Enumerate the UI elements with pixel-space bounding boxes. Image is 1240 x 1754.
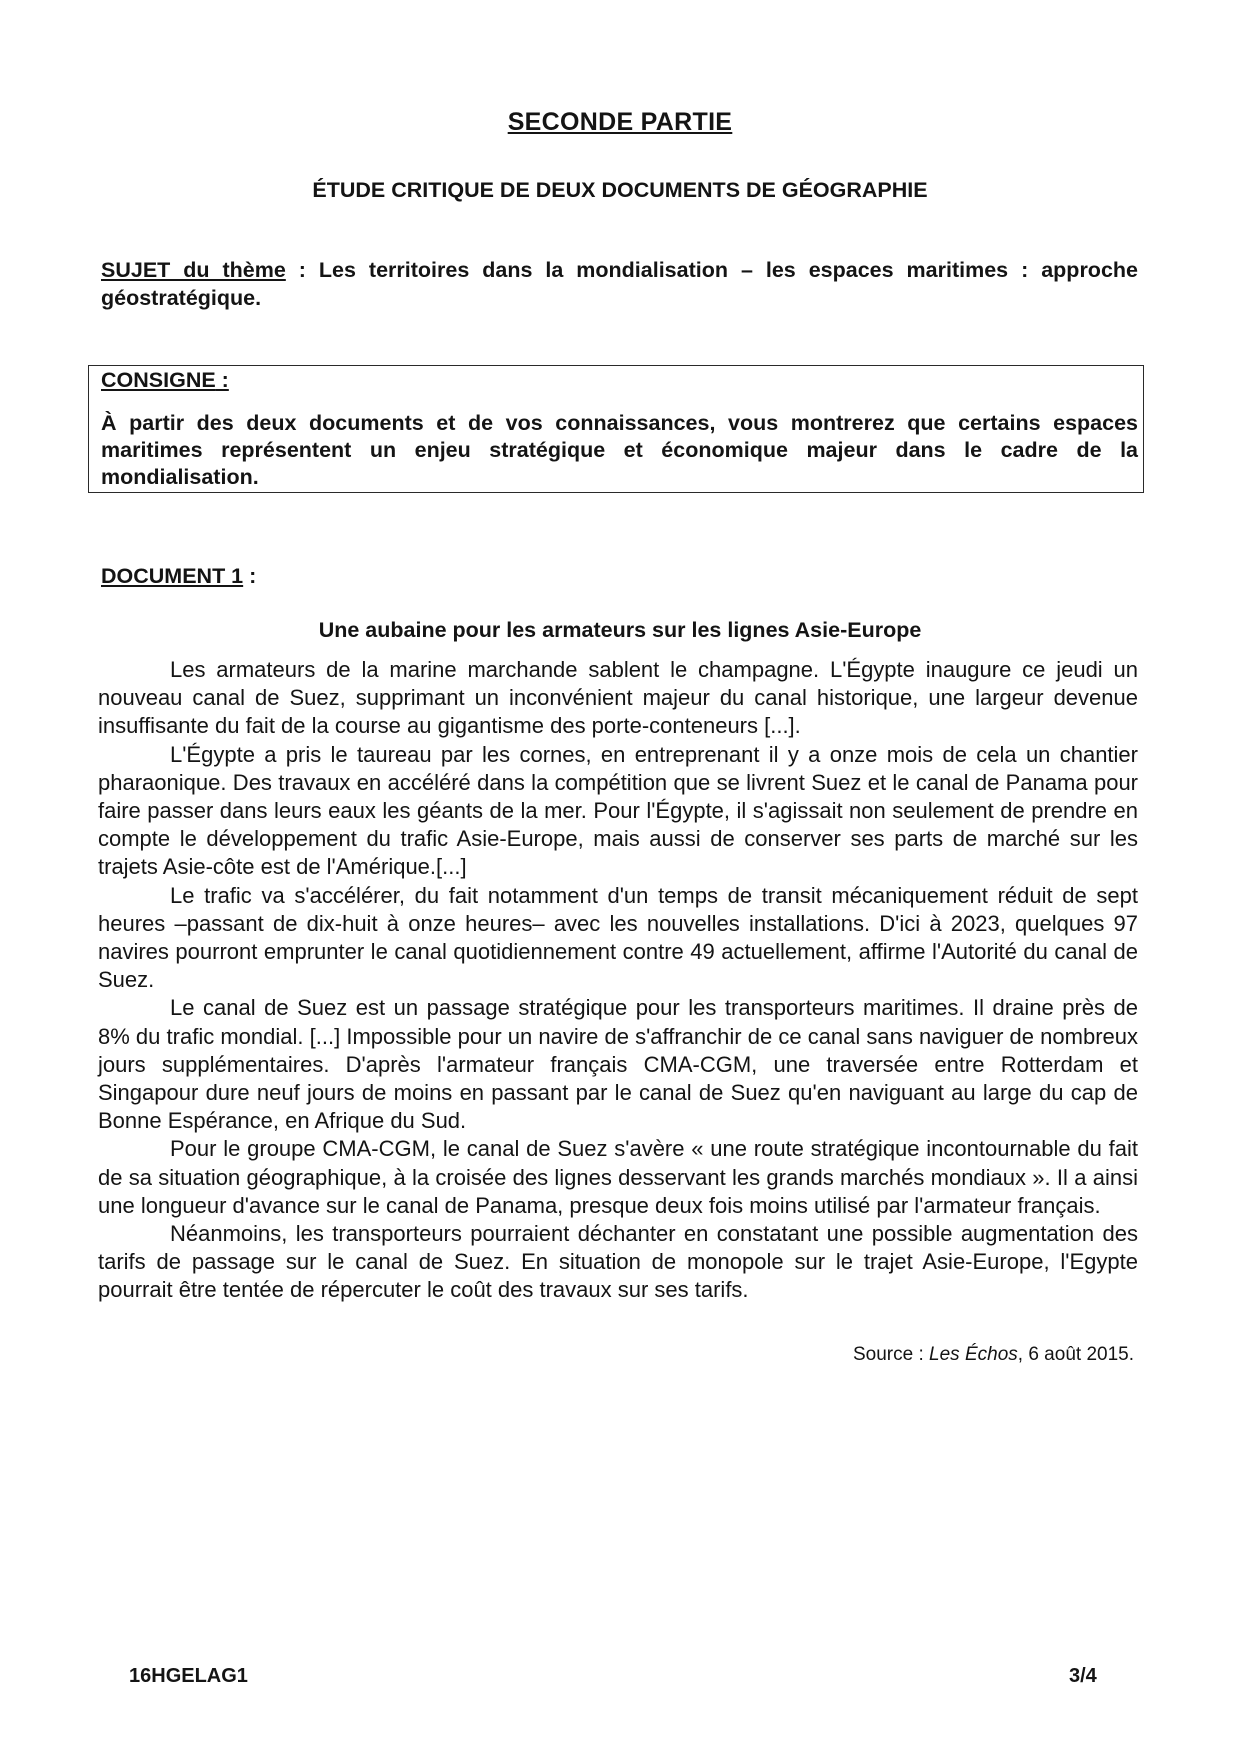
exam-code: 16HGELAG1	[129, 1665, 248, 1687]
sujet-separator: :	[285, 258, 319, 282]
paragraph: Pour le groupe CMA-CGM, le canal de Suez s'avère « une route stratégique incontournable du fait de sa situation géographique, à la croisée des lignes desservant les grands marchés mondiaux ». Il a ainsi une longueur d'avance sur le canal de Panama, presque deux fois moins utilisé par l'armateur français.	[98, 1136, 1138, 1218]
paragraph: Le trafic va s'accélérer, du fait notamment d'un temps de transit mécaniquement réduit de sept heures –passant de dix-huit à onze heures– avec les nouvelles installations. D'ici à 2023, quelques 97 navires pourront emprunter le canal quotidiennement contre 49 actuellement, affirme l'Autorité du canal de Suez.	[98, 882, 1138, 993]
page-number: 3/4	[1069, 1665, 1097, 1687]
page-title: SECONDE PARTIE	[507, 108, 733, 136]
source-prefix: Source :	[853, 1344, 930, 1365]
document-body	[98, 656, 1138, 1305]
document-label-suffix: :	[243, 564, 257, 588]
paragraph: Le canal de Suez est un passage stratégique pour les transporteurs maritimes. Il draine près de 8% du trafic mondial. [...] Impossible pour un navire de s'affranchir de ce canal sans naviguer de nombreux jours supplémentaires. D'après l'armateur français CMA-CGM, une traversée entre Rotterdam et Singapour dure neuf jours de moins en passant par le canal de Suez qu'en naviguant au large du cap de Bonne Espérance, en Afrique du Sud.	[98, 995, 1138, 1134]
source-publication: Les Échos	[929, 1344, 1018, 1365]
source-citation	[853, 1344, 1134, 1366]
consigne-heading	[101, 368, 229, 393]
sujet-text: Les territoires dans la mondialisation – les espaces maritimes : approche géostratégique.	[101, 258, 1138, 310]
document-label: DOCUMENT 1	[101, 564, 244, 588]
page-subtitle: ÉTUDE CRITIQUE DE DEUX DOCUMENTS DE GÉOGRAPHIE	[312, 178, 928, 202]
document-title: Une aubaine pour les armateurs sur les lignes Asie-Europe	[318, 618, 922, 642]
source-date: , 6 août 2015.	[1017, 1344, 1134, 1365]
sujet-label: SUJET du thème	[101, 258, 286, 282]
consigne-label: CONSIGNE	[101, 368, 216, 392]
consigne-text: À partir des deux documents et de vos connaissances, vous montrerez que certains espaces maritimes représentent un enjeu stratégique et économique majeur dans le cadre de la mondialisation.	[101, 411, 1138, 489]
sujet-block	[101, 256, 1138, 312]
consigne-suffix: :	[215, 368, 229, 392]
document-heading	[101, 564, 256, 589]
paragraph: Les armateurs de la marine marchande sablent le champagne. L'Égypte inaugure ce jeudi un nouveau canal de Suez, supprimant un inconvénient majeur du canal historique, une largeur devenue insuffisante du fait de la course au gigantisme des porte-conteneurs [...].	[98, 657, 1138, 739]
paragraph: L'Égypte a pris le taureau par les cornes, en entreprenant il y a onze mois de cela un chantier pharaonique. Des travaux en accéléré dans la compétition que se livrent Suez et le canal de Panama pour faire passer dans leurs eaux les géants de la mer. Pour l'Égypte, il s'agissait non seulement de prendre en compte le développement du trafic Asie-Europe, mais aussi de conserver ses parts de marché sur les trajets Asie-côte est de l'Amérique.[...]	[98, 741, 1138, 880]
paragraph: Néanmoins, les transporteurs pourraient déchanter en constatant une possible augmentation des tarifs de passage sur le canal de Suez. En situation de monopole sur le trajet Asie-Europe, l'Egypte pourrait être tentée de répercuter le coût des travaux sur ses tarifs.	[98, 1221, 1138, 1303]
